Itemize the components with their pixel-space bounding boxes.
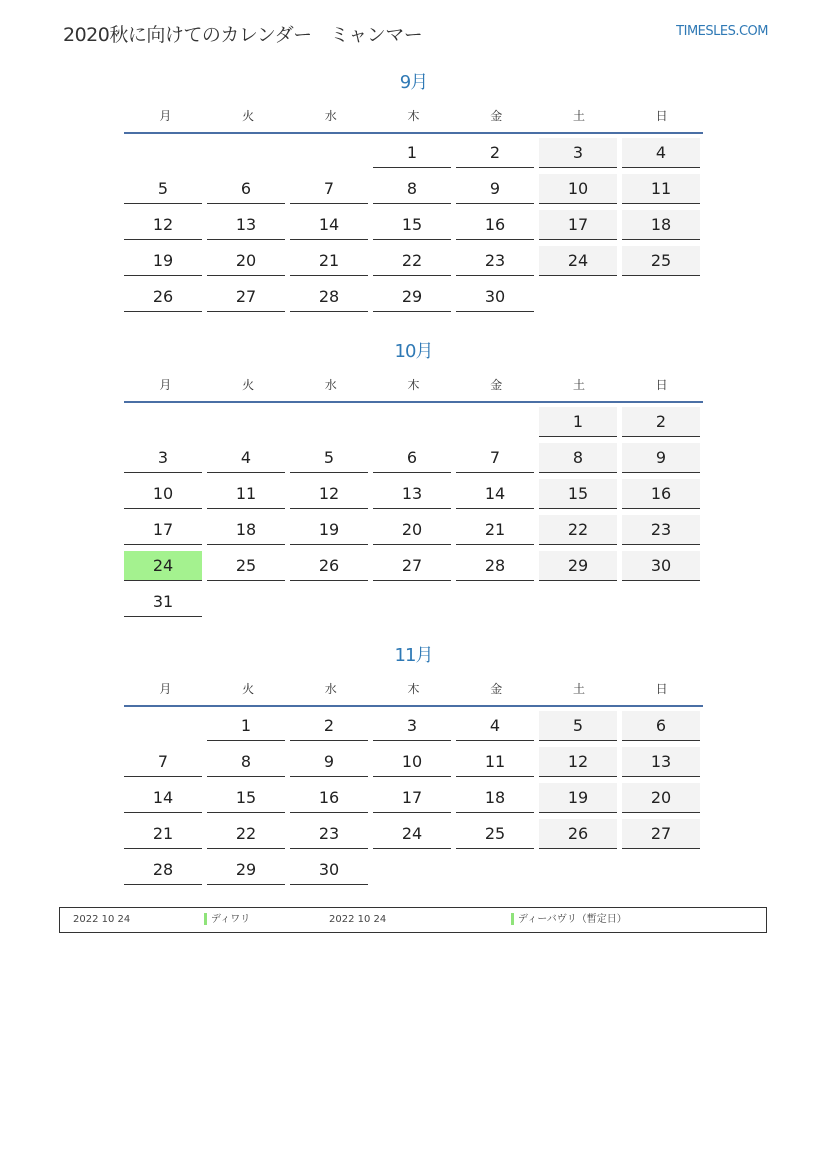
weekday-label: 木 [407,108,420,123]
empty-cell [290,138,368,168]
day-cell[interactable]: 13 [207,210,285,240]
day-cell[interactable]: 20 [622,783,700,813]
day-cell[interactable]: 11 [456,747,534,777]
weekday-label: 火 [242,681,255,696]
day-cell[interactable]: 9 [456,174,534,204]
day-cell[interactable]: 12 [124,210,202,240]
week-row [124,278,703,314]
day-cell[interactable]: 4 [456,711,534,741]
month-october [124,337,703,619]
day-cell[interactable]: 25 [622,246,700,276]
day-cell[interactable]: 8 [539,443,617,473]
day-cell[interactable]: 13 [373,479,451,509]
empty-cell [124,407,202,437]
weekday-header [124,367,703,403]
empty-cell [373,587,451,617]
weekday-label: 水 [324,681,337,696]
weekday-label: 水 [324,377,337,392]
holiday-day-cell[interactable]: 24 [124,551,202,581]
day-cell[interactable]: 20 [373,515,451,545]
empty-cell [622,855,700,885]
weekday-label: 土 [572,681,585,696]
legend-item-1 [204,908,250,932]
weekday-label: 火 [242,377,255,392]
empty-cell [622,282,700,312]
day-cell[interactable]: 29 [373,282,451,312]
day-cell[interactable]: 30 [290,855,368,885]
day-cell[interactable]: 10 [124,479,202,509]
day-cell[interactable]: 29 [539,551,617,581]
day-cell[interactable]: 2 [456,138,534,168]
day-cell[interactable]: 15 [207,783,285,813]
day-cell[interactable]: 17 [539,210,617,240]
empty-cell [539,855,617,885]
legend-date-1: 2022 10 24 [73,914,131,925]
day-cell[interactable]: 27 [373,551,451,581]
day-cell[interactable]: 14 [290,210,368,240]
day-cell[interactable]: 22 [207,819,285,849]
day-cell[interactable]: 28 [456,551,534,581]
week-row [124,851,703,887]
empty-cell [207,587,285,617]
weekday-label: 月 [159,108,172,123]
empty-cell [373,407,451,437]
day-cell[interactable]: 11 [622,174,700,204]
weekday-label: 火 [242,108,255,123]
day-cell[interactable]: 1 [207,711,285,741]
day-cell[interactable]: 25 [207,551,285,581]
day-cell[interactable]: 1 [373,138,451,168]
month-september [124,68,703,314]
week-row [124,206,703,242]
month-title: 9月 [399,72,428,93]
empty-cell [290,407,368,437]
day-cell[interactable]: 29 [207,855,285,885]
day-cell[interactable]: 19 [290,515,368,545]
day-cell[interactable]: 26 [124,282,202,312]
day-cell[interactable]: 5 [290,443,368,473]
weekday-label: 月 [159,681,172,696]
week-row [124,707,703,743]
weekday-label: 日 [655,108,668,123]
day-cell[interactable]: 27 [207,282,285,312]
day-cell[interactable]: 21 [456,515,534,545]
empty-cell [456,855,534,885]
day-cell[interactable]: 12 [539,747,617,777]
day-cell[interactable]: 14 [124,783,202,813]
day-cell[interactable]: 23 [456,246,534,276]
day-cell[interactable]: 26 [539,819,617,849]
day-cell[interactable]: 10 [373,747,451,777]
empty-cell [290,587,368,617]
day-cell[interactable]: 21 [124,819,202,849]
legend-item-2 [511,908,627,932]
day-cell[interactable]: 26 [290,551,368,581]
day-cell[interactable]: 12 [290,479,368,509]
empty-cell [622,587,700,617]
empty-cell [124,138,202,168]
week-row [124,134,703,170]
week-row [124,583,703,619]
holiday-marker [511,913,514,925]
day-cell[interactable]: 16 [622,479,700,509]
day-cell[interactable]: 27 [622,819,700,849]
day-cell[interactable]: 4 [207,443,285,473]
day-cell[interactable]: 16 [290,783,368,813]
day-cell[interactable]: 24 [373,819,451,849]
day-cell[interactable]: 6 [373,443,451,473]
week-row [124,547,703,583]
day-cell[interactable]: 16 [456,210,534,240]
day-cell[interactable]: 22 [373,246,451,276]
day-cell[interactable]: 9 [290,747,368,777]
day-cell[interactable]: 18 [456,783,534,813]
day-cell[interactable]: 23 [622,515,700,545]
week-row [124,511,703,547]
day-cell[interactable]: 17 [124,515,202,545]
week-row [124,403,703,439]
day-cell[interactable]: 23 [290,819,368,849]
day-cell[interactable]: 17 [373,783,451,813]
weekday-header [124,98,703,134]
day-cell[interactable]: 7 [124,747,202,777]
month-november [124,641,703,887]
day-cell[interactable]: 11 [207,479,285,509]
day-cell[interactable]: 22 [539,515,617,545]
page-title: 2020秋に向けてのカレンダー ミャンマー [63,24,423,46]
day-cell[interactable]: 24 [539,246,617,276]
day-cell[interactable]: 18 [622,210,700,240]
holiday-legend [59,907,767,933]
day-cell[interactable]: 5 [539,711,617,741]
day-cell[interactable]: 20 [207,246,285,276]
week-row [124,779,703,815]
weekday-label: 木 [407,681,420,696]
empty-cell [539,587,617,617]
day-cell[interactable]: 15 [373,210,451,240]
week-row [124,743,703,779]
day-cell[interactable]: 13 [622,747,700,777]
day-cell[interactable]: 3 [373,711,451,741]
weekday-label: 水 [324,108,337,123]
day-cell[interactable]: 8 [373,174,451,204]
day-cell[interactable]: 18 [207,515,285,545]
day-cell[interactable]: 28 [124,855,202,885]
weekday-label: 金 [490,681,503,696]
day-cell[interactable]: 9 [622,443,700,473]
day-cell[interactable]: 21 [290,246,368,276]
day-cell[interactable]: 7 [290,174,368,204]
day-cell[interactable]: 8 [207,747,285,777]
day-cell[interactable]: 7 [456,443,534,473]
weekday-label: 金 [490,377,503,392]
day-cell[interactable]: 25 [456,819,534,849]
week-row [124,815,703,851]
day-cell[interactable]: 3 [124,443,202,473]
weekday-label: 金 [490,108,503,123]
week-row [124,439,703,475]
week-row [124,170,703,206]
day-cell[interactable]: 14 [456,479,534,509]
weekday-header [124,671,703,707]
site-link[interactable]: TIMESLES.COM [676,24,768,39]
weekday-label: 土 [572,377,585,392]
week-row [124,242,703,278]
day-cell[interactable]: 3 [539,138,617,168]
empty-cell [124,711,202,741]
day-cell[interactable]: 1 [539,407,617,437]
weekday-label: 日 [655,681,668,696]
holiday-marker [204,913,207,925]
legend-name-2: ディーバヴリ（暫定日） [518,914,627,925]
empty-cell [207,407,285,437]
day-cell[interactable]: 31 [124,587,202,617]
day-cell[interactable]: 5 [124,174,202,204]
day-cell[interactable]: 4 [622,138,700,168]
weekday-label: 日 [655,377,668,392]
day-cell[interactable]: 28 [290,282,368,312]
weekday-label: 土 [572,108,585,123]
day-cell[interactable]: 2 [622,407,700,437]
month-title: 10月 [394,341,433,362]
day-cell[interactable]: 30 [622,551,700,581]
day-cell[interactable]: 10 [539,174,617,204]
empty-cell [539,282,617,312]
month-title: 11月 [394,645,433,666]
day-cell[interactable]: 2 [290,711,368,741]
weekday-label: 木 [407,377,420,392]
legend-name-1: ディワリ [211,914,251,925]
day-cell[interactable]: 6 [622,711,700,741]
day-cell[interactable]: 19 [124,246,202,276]
day-cell[interactable]: 19 [539,783,617,813]
day-cell[interactable]: 30 [456,282,534,312]
empty-cell [456,587,534,617]
weekday-label: 月 [159,377,172,392]
empty-cell [456,407,534,437]
week-row [124,475,703,511]
empty-cell [207,138,285,168]
day-cell[interactable]: 15 [539,479,617,509]
day-cell[interactable]: 6 [207,174,285,204]
legend-date-2: 2022 10 24 [329,914,387,925]
empty-cell [373,855,451,885]
